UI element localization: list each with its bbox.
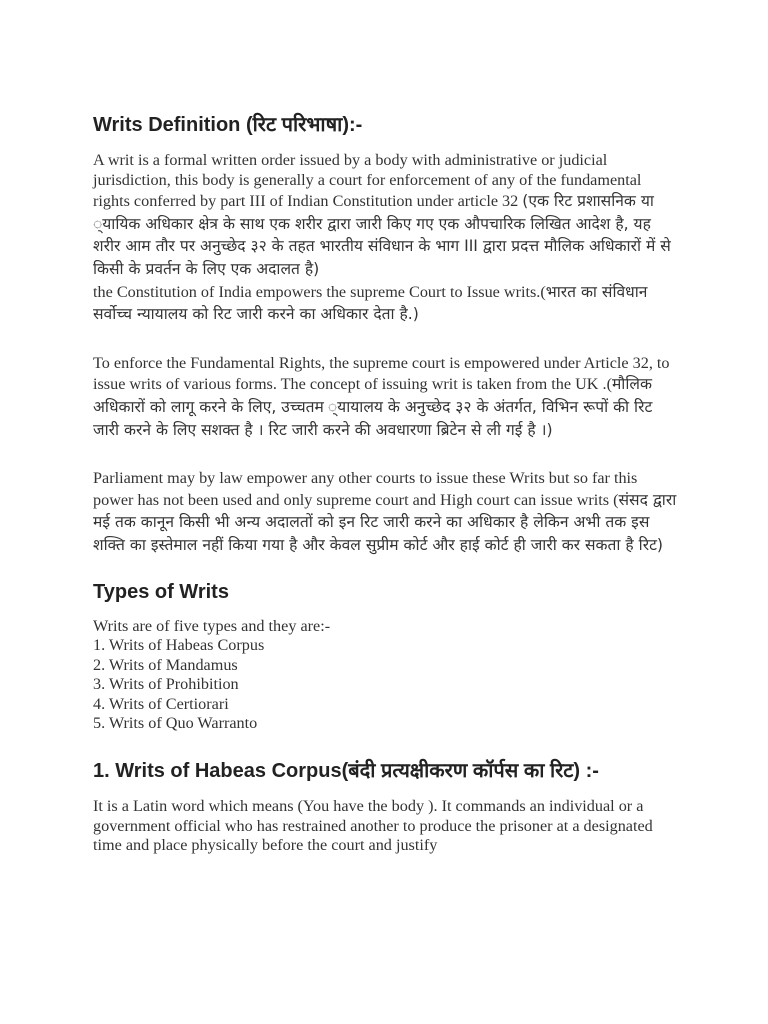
habeas-corpus-paragraph: It is a Latin word which means (You have the body ). It commands an individual or a government official who has restrained another to produce the prisoner at a designated time and place physically before the court and justify — [93, 797, 653, 855]
definition-hindi-text: (एक रिट प्रशासनिक या ्यायिक अधिकार क्षेत्र के साथ एक शरीर द्वारा जारी किए गए एक औपचारिक लिखित आदेश है, यह शरीर आम तौर पर अनुच्छेद ३२ के तहत भारतीय संविधान के भाग III द्वारा प्रदत्त मौलिक अधिकारों में से किसी के प्रवर्तन के लिए एक अदालत है) — [93, 192, 671, 278]
list-item: 1. Writs of Habeas Corpus — [93, 636, 265, 655]
empower-english-text: the Constitution of India empowers the supreme Court to Issue writs.( — [93, 282, 546, 301]
writ-types-list — [93, 636, 678, 734]
parliament-paragraph — [93, 469, 678, 556]
document-page — [93, 112, 678, 856]
writs-definition-paragraph — [93, 151, 678, 326]
types-of-writs-heading: Types of Writs — [93, 580, 229, 603]
parliament-hindi-text: संसद द्वारा मई तक कानून किसी भी अन्य अदालतों को इन रिट जारी करने का अधिकार है लेकिन अभी तक इस शक्ति का इस्तेमाल नहीं किया गया है और केवल सुप्रीम कोर्ट और हाई कोर्ट ही जारी कर सकता है रिट) — [93, 490, 677, 554]
definition-english-text: A writ is a formal written order issued by a body with administrative or judicial jurisdiction, this body is generally a court for enforcement of any of the fundamental rights conferred by part III of Indian Constitution under article 32 — [93, 151, 642, 211]
empower-hindi-text: भारत का संविधान सर्वोच्च न्यायालय को रिट जारी करने का अधिकार देता है.) — [93, 282, 648, 324]
writs-definition-heading: Writs Definition (रिट परिभाषा):- — [93, 114, 363, 136]
list-item: 4. Writs of Certiorari — [93, 694, 229, 713]
list-item: 2. Writs of Mandamus — [93, 655, 238, 674]
enforce-english-text: To enforce the Fundamental Rights, the supreme court is empowered under Article 32, to issue writs of various forms. The concept of issuing writ is taken from the UK .( — [93, 353, 670, 394]
parliament-english-text: Parliament may by law empower any other courts to issue these Writs but so far this power has not been used and only supreme court and High court can issue writs ( — [93, 469, 638, 509]
enforce-hindi-text: मौलिक अधिकारों को लागू करने के लिए, उच्चतम ्यायालय के अनुच्छेद ३२ के अंतर्गत, विभिन रूपों की रिट जारी करने के लिए सशक्त है । रिट जारी करने की अवधारणा ब्रिटेन से ली गई है ।) — [93, 375, 653, 439]
enforce-rights-paragraph — [93, 354, 678, 441]
list-item: 5. Writs of Quo Warranto — [93, 714, 258, 733]
list-item: 3. Writs of Prohibition — [93, 675, 239, 694]
types-intro-text: Writs are of five types and they are:- — [93, 616, 331, 635]
habeas-corpus-heading: 1. Writs of Habeas Corpus(बंदी प्रत्यक्षीकरण कॉर्पस का रिट) :- — [93, 760, 599, 783]
